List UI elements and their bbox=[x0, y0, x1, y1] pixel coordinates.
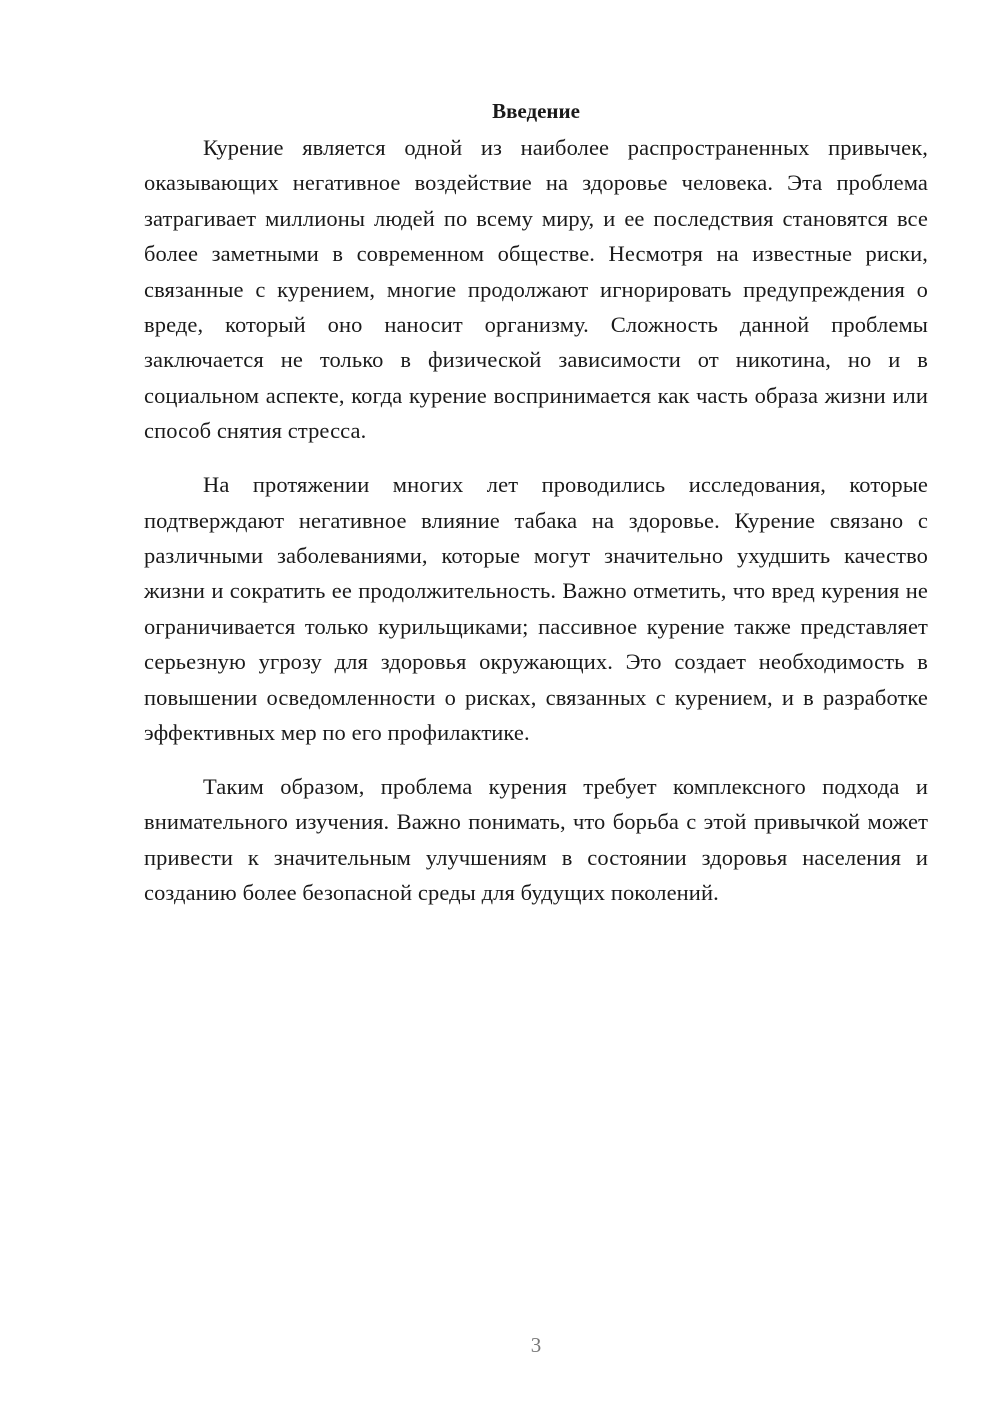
paragraph-2: На протяжении многих лет проводились исследования, которые подтверждают негативное влияние табака на здоровье. Курение связано с различными заболеваниями, которые могут значительно ухудшить качество жизни и сократить ее продолжительность. Важно отметить, что вред курения не ограничивается только курильщиками; пассивное курение также представляет серьезную угрозу для здоровья окружающих. Это создает необходимость в повышении осведомленности о рисках, связанных с курением, и в разработке эффективных мер по его профилактике. bbox=[144, 472, 928, 745]
paragraph-1: Курение является одной из наиболее распространенных привычек, оказывающих негативное воздействие на здоровье человека. Эта проблема затрагивает миллионы людей по всему миру, и ее последствия становятся все более заметными в современном обществе. Несмотря на известные риски, связанные с курением, многие продолжают игнорировать предупреждения о вреде, который оно наносит организму. Сложность данной проблемы заключается не только в физической зависимости от никотина, но и в социальном аспекте, когда курение воспринимается как часть образа жизни или способ снятия стресса. bbox=[144, 135, 928, 444]
page-content bbox=[144, 96, 928, 929]
page-number: 3 bbox=[530, 1333, 542, 1357]
paragraph-3: Таким образом, проблема курения требует комплексного подхода и внимательного изучения. Важно понимать, что борьба с этой привычкой может привести к значительным улучшениям в состоянии здоровья населения и созданию более безопасной среды для будущих поколений. bbox=[144, 773, 928, 906]
section-title: Введение bbox=[492, 99, 580, 123]
